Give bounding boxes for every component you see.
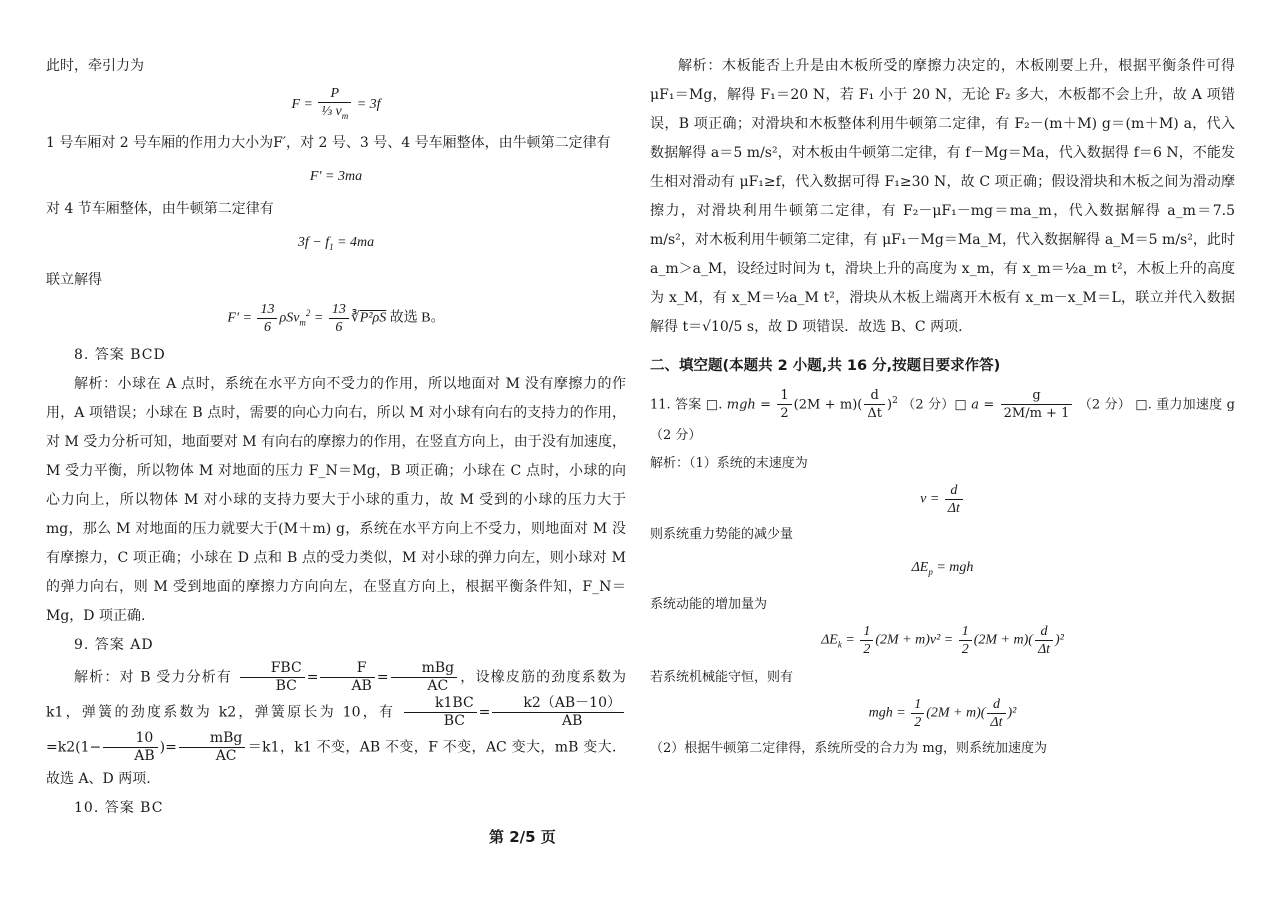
- q11-kinetic-gain: 系统动能的增加量为: [650, 597, 768, 613]
- equation-potential: $\Delta E_p$ = mgh: [911, 560, 974, 578]
- q10-answer: 10. 答案 BC: [74, 800, 164, 817]
- q9-analysis: 解析：对 B 受力分析有 $\frac{\text{FBC}}{BC}$ = $\frac{F}{AB}$ = $\frac{\text{mBg}}{AC}$ ，设橡皮筋的劲度系数为 k1，弹簧的劲度系数为 k2，弹簧原长为 10，有 $\frac{k1BC}{BC}$ = $\frac{k2(AB-10)}{AB}$ =k2(1− $\frac{10}{AB}$ )= $\frac{\text{mBg}}{AC}$ ＝k1，k1 不变，AB 不变，F 不变，AC 变大，mB 变大．故选 A、D 两项.: [46, 660, 626, 788]
- q8-answer: 8. 答案 BCD: [74, 347, 166, 364]
- equation-kinetic: $\Delta E_k$ = $\frac{1}{2}$ (2M + m)v² = $\frac{1}{2}$ (2M + m)( $\frac{d}{\Delta t}$ )²: [821, 624, 1064, 658]
- q11-analysis: 解析：（1）系统的末速度为: [650, 456, 808, 472]
- equation-f-prime: F′ = 3ma: [309, 168, 363, 184]
- q11-part2: （2）根据牛顿第二定律得，系统所受的合力为 mg，则系统加速度为: [650, 740, 1048, 756]
- equation-conservation: mgh = $\frac{1}{2}$ (2M + m)( $\frac{d}{\Delta t}$ )²: [868, 696, 1017, 730]
- q11-potential-loss: 则系统重力势能的减少量: [650, 527, 794, 543]
- left-column: [46, 52, 626, 823]
- equation-traction: F = $\frac{P}{\frac{1}{3} v_m}$ = 3f: [291, 86, 381, 121]
- equation-velocity: v = $\frac{d}{\Delta t}$: [650, 482, 1235, 517]
- force-text: 1 号车厢对 2 号车厢的作用力大小为F′，对 2 号、3 号、4 号车厢整体，由牛顿第二定律有: [46, 134, 611, 151]
- section-2-title: 二、填空题(本题共 2 小题,共 16 分,按题目要求作答): [650, 358, 1001, 374]
- q11-conservation: 若系统机械能守恒，则有: [650, 669, 794, 685]
- equation-four-cars: $3f - f_1 = 4ma$: [297, 234, 375, 252]
- intro-text: 此时，牵引力为: [46, 58, 144, 74]
- solve-text: 联立解得: [46, 271, 102, 288]
- four-cars-text: 对 4 节车厢整体，由牛顿第二定律有: [46, 200, 274, 217]
- page-number: 第 2/5 页: [489, 828, 556, 846]
- q10-analysis: 解析：木板能否上升是由木板所受的摩擦力决定的，木板刚要上升，根据平衡条件可得 μF₁＝Mg，解得 F₁＝20 N，若 F₁ 小于 20 N，无论 F₂ 多大，木板都不会上升，故 A 项错误，B 项正确；对滑块和木板整体利用牛顿第二定律，有 F₂－(m＋M) g＝(m＋M) a，代入数据解得 a＝5 m/s²，对木板由牛顿第二定律，有 f－Mg＝Ma，代入数据得 f＝6 N，不能发生相对滑动有 μF₁≥f，代入数据可得 F₁≥30 N，故 C 项正确；假设滑块和木板之间为滑动摩擦力，对滑块利用牛顿第二定律，有 F₂－μF₁－mg＝ma_m，代入数据解得 a_m＝7.5 m/s²，对木板利用牛顿第二定律，有 μF₁－Mg＝Ma_M，代入数据解得 a_M＝5 m/s²，此时 a_m＞a_M，设经过时间为 t，滑块上升的高度为 x_m，有 x_m＝½a_m t²，木板上升的高度为 x_M，有 x_M＝½a_M t²，滑块从木板上端离开木板有 x_m－x_M＝L，联立并代入数据解得 t＝√10/5 s，故 D 项错误．故选 B、C 两项.: [650, 58, 1235, 335]
- q11-answer: 11. 答案 □. mgh = $\frac{1}{2}$ (2M + m)( $\frac{d}{\Delta t}$ )$^2$ （2 分）□ a = $\frac{g}{2M/m + 1}$ （2 分） □. 重力加速度 g （2 分）: [650, 388, 1235, 444]
- q8-analysis: 解析：小球在 A 点时，系统在水平方向不受力的作用，所以地面对 M 没有摩擦力的作用，A 项错误；小球在 B 点时，需要的向心力向右，所以 M 对小球有向右的支持力的作用，对 M 受力分析可知，地面要对 M 有向右的摩擦力的作用，在竖直方向上，由于没有加速度，M 受力平衡，所以物体 M 对地面的压力 F_N＝Mg，B 项正确；小球在 C 点时，小球的向心力向上，所以物体 M 对小球的支持力要大于小球的重力，故 M 受到的小球的压力大于 mg，那么 M 对地面的压力就要大于(M＋m) g，系统在水平方向上不受力，则地面对 M 没有摩擦力，C 项正确；小球在 D 点和 B 点的受力类似，M 对小球的弹力向左，则小球对 M 的弹力向右，则 M 受到地面的摩擦力方向向左，在竖直方向上，根据平衡条件知，F_N＝Mg，D 项正确.: [46, 376, 626, 625]
- equation-result-note: 故选 B。: [389, 310, 445, 326]
- q9-answer: 9. 答案 AD: [74, 637, 154, 654]
- equation-result: F′ = $\frac{13}{6}$ ρSv$_m^2$ = $\frac{13}{6}$ ∛P²ρS 故选 B。: [227, 301, 445, 335]
- right-column: [650, 52, 1235, 763]
